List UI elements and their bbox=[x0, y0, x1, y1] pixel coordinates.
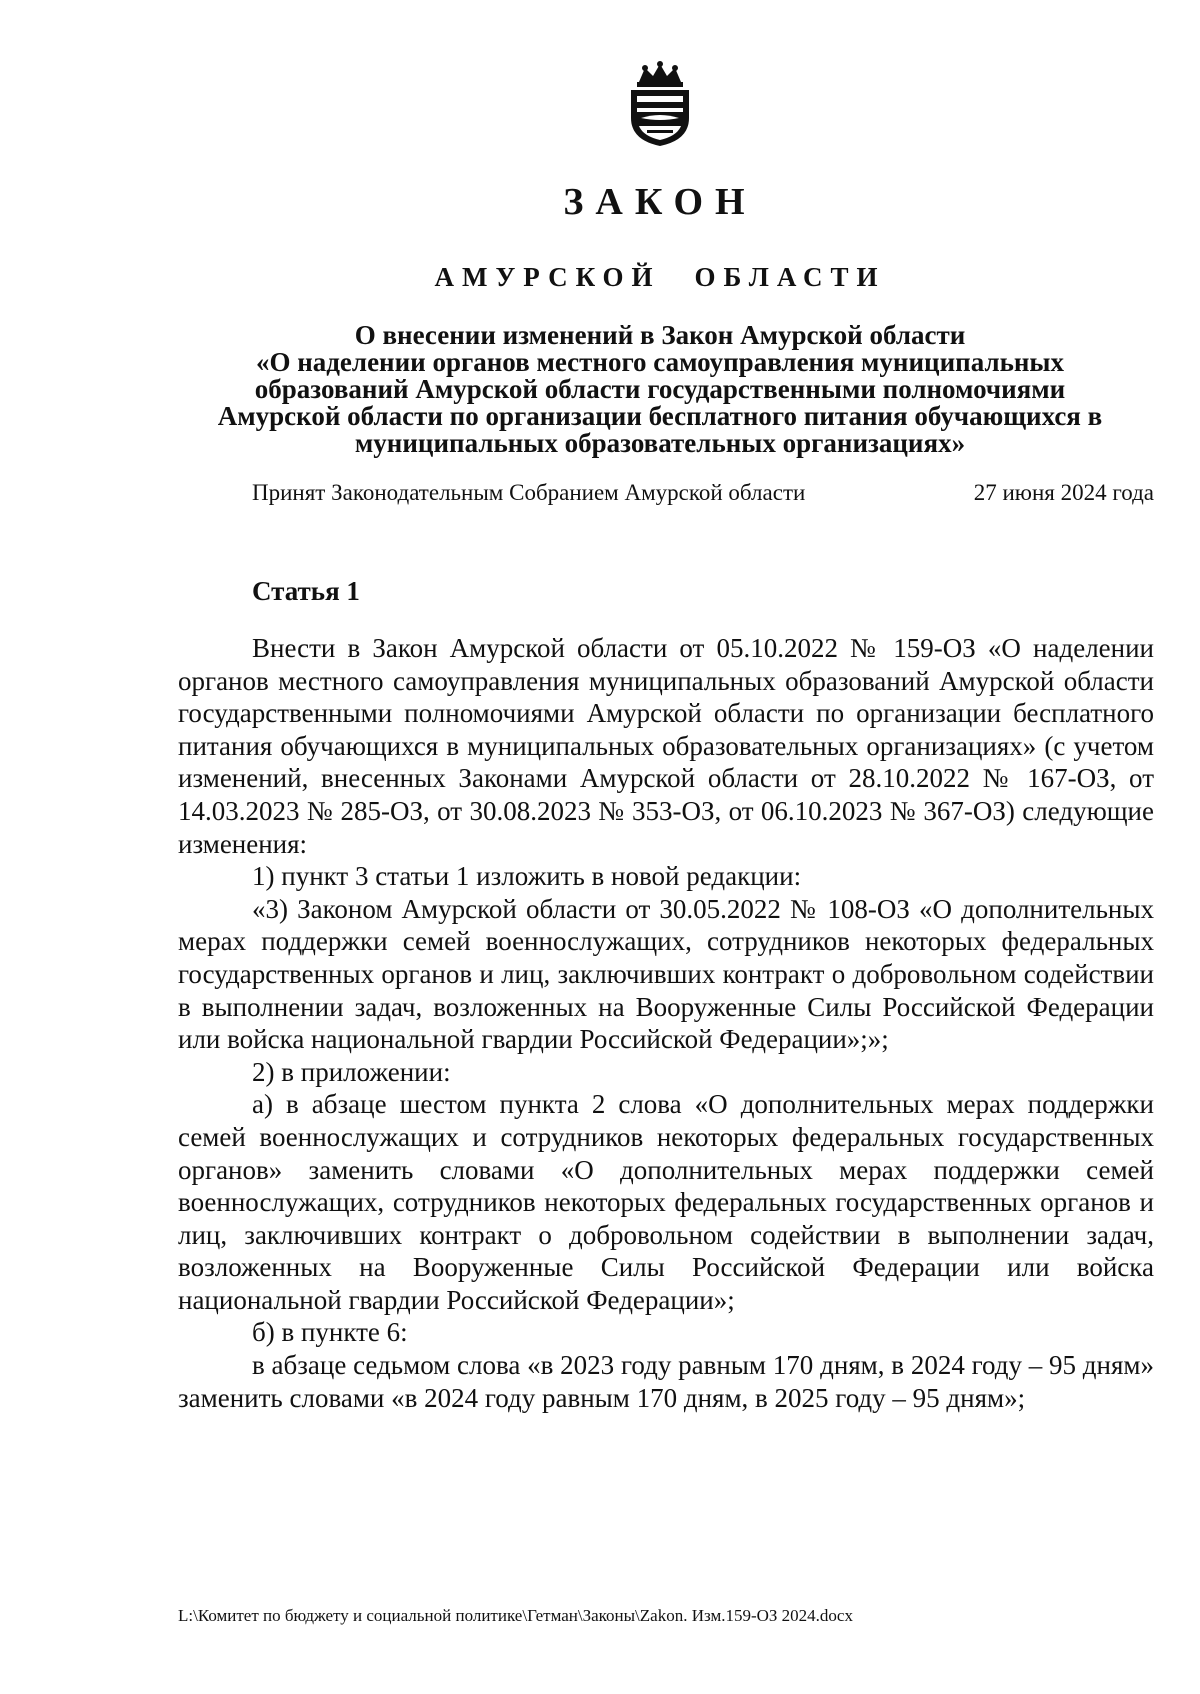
region-name bbox=[0, 262, 1200, 293]
adoption-line bbox=[252, 480, 1154, 506]
adopted-by: Принят Законодательным Собранием Амурской области bbox=[252, 480, 806, 505]
heading-line: муниципальных образовательных организациях» bbox=[354, 428, 966, 458]
file-path-footer: L:\Комитет по бюджету и социальной политике\Гетман\Законы\Zakon. Изм.159-ОЗ 2024.docx bbox=[178, 1606, 853, 1625]
article-body bbox=[178, 632, 1154, 1414]
region-name-word: АМУРСКОЙ bbox=[434, 262, 661, 292]
law-heading bbox=[160, 322, 1160, 457]
article-title: Статья 1 bbox=[252, 576, 360, 606]
adopted-date: 27 июня 2024 года bbox=[973, 480, 1154, 505]
paragraph: «3) Законом Амурской области от 30.05.2022 № 108-ОЗ «О дополнительных мерах поддержки семей военнослужащих, сотрудников некоторых федеральных государственных органов и лиц, заключивших контракт о добровольном содействии в выполнении задач, возложенных на Вооруженные Силы Российской Федерации или войска национальной гвардии Российской Федерации»;»; bbox=[178, 893, 1154, 1055]
document-title: ЗАКОН bbox=[563, 181, 757, 223]
heading-line: О внесении изменений в Закон Амурской области bbox=[354, 320, 966, 350]
coat-of-arms-icon bbox=[625, 60, 695, 146]
paragraph: 1) пункт 3 статьи 1 изложить в новой редакции: bbox=[252, 861, 802, 892]
paragraph: в абзаце седьмом слова «в 2023 году равным 170 дням, в 2024 году – 95 дням» заменить словами «в 2024 году равным 170 дням, в 2025 году – 95 дням»; bbox=[178, 1350, 1154, 1413]
heading-line: образований Амурской области государственными полномочиями bbox=[254, 374, 1066, 404]
heading-line: «О наделении органов местного самоуправления муниципальных bbox=[255, 347, 1065, 377]
heading-line: Амурской области по организации бесплатного питания обучающихся в bbox=[217, 401, 1103, 431]
paragraph: 2) в приложении: bbox=[252, 1056, 451, 1087]
paragraph: а) в абзаце шестом пункта 2 слова «О дополнительных мерах поддержки семей военнослужащих и сотрудников некоторых федеральных государственных органов» заменить словами «О дополнительных мерах поддержки семей военнослужащих, сотрудников некоторых федеральных государственных органов и лиц, заключивших контракт о добровольном содействии в выполнении задач, возложенных на Вооруженные Силы Российской Федерации или войска национальной гвардии Российской Федерации»; bbox=[178, 1089, 1154, 1315]
paragraph: Внести в Закон Амурской области от 05.10.2022 № 159-ОЗ «О наделении органов местного самоуправления муниципальных образований Амурской области государственными полномочиями Амурской области по организации бесплатного питания обучающихся в муниципальных образовательных организациях» (с учетом изменений, внесенных Законами Амурской области от 28.10.2022 № 167-ОЗ, от 14.03.2023 № 285-ОЗ, от 30.08.2023 № 353-ОЗ, от 06.10.2023 № 367-ОЗ) следующие изменения: bbox=[178, 633, 1154, 859]
region-name-word: ОБЛАСТИ bbox=[694, 262, 886, 292]
paragraph: б) в пункте 6: bbox=[252, 1317, 408, 1348]
